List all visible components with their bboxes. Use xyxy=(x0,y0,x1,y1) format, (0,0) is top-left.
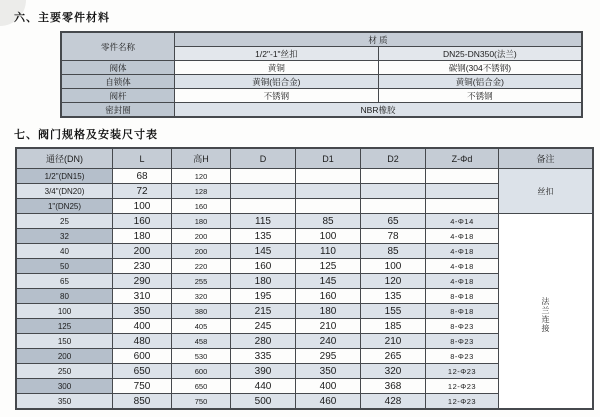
column-header: D xyxy=(231,148,296,169)
material-row xyxy=(61,61,582,75)
dimension-cell: 4-Φ18 xyxy=(426,244,499,259)
dimension-cell: 160 xyxy=(113,214,172,229)
column-header: 备注 xyxy=(499,148,594,169)
dimension-cell: 280 xyxy=(231,334,296,349)
dimension-cell: 12-Φ23 xyxy=(426,394,499,410)
dimension-cell: 458 xyxy=(172,334,231,349)
size-cell: 300 xyxy=(16,379,113,394)
size-cell: 125 xyxy=(16,319,113,334)
material-row xyxy=(61,89,582,103)
size-cell: 200 xyxy=(16,349,113,364)
dimension-cell: 310 xyxy=(113,289,172,304)
dimension-cell: 460 xyxy=(296,394,361,410)
material-cell: NBR橡胶 xyxy=(175,103,583,118)
dimension-cell: 100 xyxy=(361,259,426,274)
dimension-cell: 100 xyxy=(113,199,172,214)
dimension-cell xyxy=(296,169,361,184)
size-cell: 80 xyxy=(16,289,113,304)
dimension-cell: 12-Φ23 xyxy=(426,364,499,379)
dimension-cell: 245 xyxy=(231,319,296,334)
dimension-cell: 160 xyxy=(231,259,296,274)
size-cell: 350 xyxy=(16,394,113,410)
dimension-cell: 405 xyxy=(172,319,231,334)
dimension-cell: 4-Φ18 xyxy=(426,259,499,274)
dimension-cell: 4-Φ14 xyxy=(426,214,499,229)
dimension-cell xyxy=(426,169,499,184)
dimension-cell: 155 xyxy=(361,304,426,319)
size-cell: 250 xyxy=(16,364,113,379)
dimension-cell: 110 xyxy=(296,244,361,259)
dimension-cell: 428 xyxy=(361,394,426,410)
flanged-range-header: DN25-DN350(法兰) xyxy=(378,47,582,61)
size-cell: 50 xyxy=(16,259,113,274)
dimension-cell: 8-Φ23 xyxy=(426,334,499,349)
column-header: D2 xyxy=(361,148,426,169)
dimension-cell xyxy=(426,199,499,214)
dimension-cell: 85 xyxy=(361,244,426,259)
table-row xyxy=(16,169,593,184)
dimension-cell: 68 xyxy=(113,169,172,184)
dimension-cell: 100 xyxy=(296,229,361,244)
remark-cell xyxy=(499,214,594,410)
dimension-cell xyxy=(426,184,499,199)
material-row xyxy=(61,75,582,89)
section6-title: 六、主要零件材料 xyxy=(14,12,110,24)
dimension-cell: 390 xyxy=(231,364,296,379)
material-row xyxy=(61,103,582,118)
dimension-cell: 530 xyxy=(172,349,231,364)
dimension-cell: 4-Φ18 xyxy=(426,274,499,289)
size-cell: 40 xyxy=(16,244,113,259)
dimension-cell: 200 xyxy=(172,229,231,244)
dimension-cell: 145 xyxy=(296,274,361,289)
dimension-cell: 255 xyxy=(172,274,231,289)
dimension-cell: 145 xyxy=(231,244,296,259)
column-header: 高H xyxy=(172,148,231,169)
size-cell: 100 xyxy=(16,304,113,319)
dimension-cell: 400 xyxy=(113,319,172,334)
part-name-cell: 密封圈 xyxy=(61,103,175,118)
dimension-cell: 850 xyxy=(113,394,172,410)
dimension-cell: 195 xyxy=(231,289,296,304)
dimension-cell: 200 xyxy=(172,244,231,259)
dimension-cell: 4-Φ18 xyxy=(426,229,499,244)
dimension-cell: 440 xyxy=(231,379,296,394)
dimension-cell: 135 xyxy=(231,229,296,244)
remark-vertical-text: 法兰连接 xyxy=(541,297,550,333)
dimension-cell: 480 xyxy=(113,334,172,349)
dimension-cell: 600 xyxy=(113,349,172,364)
part-name-cell: 阀体 xyxy=(61,61,175,75)
column-header: 通径(DN) xyxy=(16,148,113,169)
dimension-cell xyxy=(231,184,296,199)
dimension-cell: 135 xyxy=(361,289,426,304)
remark-cell: 丝扣 xyxy=(499,169,594,214)
dimension-cell: 215 xyxy=(231,304,296,319)
dimension-cell: 500 xyxy=(231,394,296,410)
dimension-cell: 180 xyxy=(113,229,172,244)
dimension-cell: 8-Φ23 xyxy=(426,319,499,334)
dimension-cell xyxy=(296,199,361,214)
dimension-cell xyxy=(361,199,426,214)
size-cell: 32 xyxy=(16,229,113,244)
dims-header-row xyxy=(16,148,593,169)
size-cell: 65 xyxy=(16,274,113,289)
dimension-cell: 185 xyxy=(361,319,426,334)
dimension-cell: 650 xyxy=(113,364,172,379)
material-cell: 黄铜(铝合金) xyxy=(175,75,379,89)
dimension-cell: 180 xyxy=(231,274,296,289)
dimension-cell: 120 xyxy=(361,274,426,289)
material-cell: 碳钢(304不锈钢) xyxy=(378,61,582,75)
dimension-cell: 380 xyxy=(172,304,231,319)
material-group-header: 材 质 xyxy=(175,32,583,47)
dimension-cell: 350 xyxy=(113,304,172,319)
dimension-cell: 750 xyxy=(113,379,172,394)
dimension-cell: 335 xyxy=(231,349,296,364)
table-row xyxy=(16,214,593,229)
dimension-cell: 8-Φ23 xyxy=(426,349,499,364)
dimension-cell: 115 xyxy=(231,214,296,229)
dimension-cell: 180 xyxy=(296,304,361,319)
dimension-cell: 240 xyxy=(296,334,361,349)
material-cell: 不锈钢 xyxy=(378,89,582,103)
dimension-cell: 8-Φ18 xyxy=(426,289,499,304)
dimension-cell: 368 xyxy=(361,379,426,394)
dimension-cell: 320 xyxy=(361,364,426,379)
dimension-cell: 120 xyxy=(172,169,231,184)
size-cell: 150 xyxy=(16,334,113,349)
size-cell: 1/2"(DN15) xyxy=(16,169,113,184)
dimension-cell: 65 xyxy=(361,214,426,229)
materials-header-row xyxy=(61,32,582,47)
part-name-header: 零件名称 xyxy=(61,32,175,61)
dimension-cell: 750 xyxy=(172,394,231,410)
column-header: L xyxy=(113,148,172,169)
material-cell: 不锈钢 xyxy=(175,89,379,103)
dimension-cell: 650 xyxy=(172,379,231,394)
dimension-cell: 8-Φ18 xyxy=(426,304,499,319)
column-header: D1 xyxy=(296,148,361,169)
dimensions-table xyxy=(15,147,594,410)
column-header: Z-Φd xyxy=(426,148,499,169)
dimension-cell: 12-Φ23 xyxy=(426,379,499,394)
part-name-cell: 自锁体 xyxy=(61,75,175,89)
dimension-cell: 85 xyxy=(296,214,361,229)
dimension-cell: 230 xyxy=(113,259,172,274)
dimension-cell: 265 xyxy=(361,349,426,364)
dimension-cell: 128 xyxy=(172,184,231,199)
dimension-cell: 350 xyxy=(296,364,361,379)
dimension-cell: 290 xyxy=(113,274,172,289)
size-cell: 25 xyxy=(16,214,113,229)
dimension-cell: 400 xyxy=(296,379,361,394)
threaded-range-header: 1/2"-1"丝扣 xyxy=(175,47,379,61)
dimension-cell xyxy=(231,199,296,214)
size-cell: 1"(DN25) xyxy=(16,199,113,214)
dimension-cell: 78 xyxy=(361,229,426,244)
material-cell: 黄铜 xyxy=(175,61,379,75)
dimension-cell xyxy=(296,184,361,199)
dimension-cell: 200 xyxy=(113,244,172,259)
section7-title: 七、阀门规格及安装尺寸表 xyxy=(14,129,158,141)
materials-table xyxy=(60,31,583,118)
part-name-cell: 阀杆 xyxy=(61,89,175,103)
dimension-cell: 160 xyxy=(296,289,361,304)
dimension-cell: 220 xyxy=(172,259,231,274)
dimension-cell: 210 xyxy=(361,334,426,349)
dimension-cell: 72 xyxy=(113,184,172,199)
dimension-cell xyxy=(231,169,296,184)
dimension-cell xyxy=(361,169,426,184)
dimension-cell: 295 xyxy=(296,349,361,364)
dimension-cell: 160 xyxy=(172,199,231,214)
dimension-cell: 320 xyxy=(172,289,231,304)
dimension-cell: 210 xyxy=(296,319,361,334)
dimension-cell: 600 xyxy=(172,364,231,379)
dimension-cell: 125 xyxy=(296,259,361,274)
size-cell: 3/4"(DN20) xyxy=(16,184,113,199)
material-cell: 黄铜(铝合金) xyxy=(378,75,582,89)
dimension-cell: 180 xyxy=(172,214,231,229)
dimension-cell xyxy=(361,184,426,199)
